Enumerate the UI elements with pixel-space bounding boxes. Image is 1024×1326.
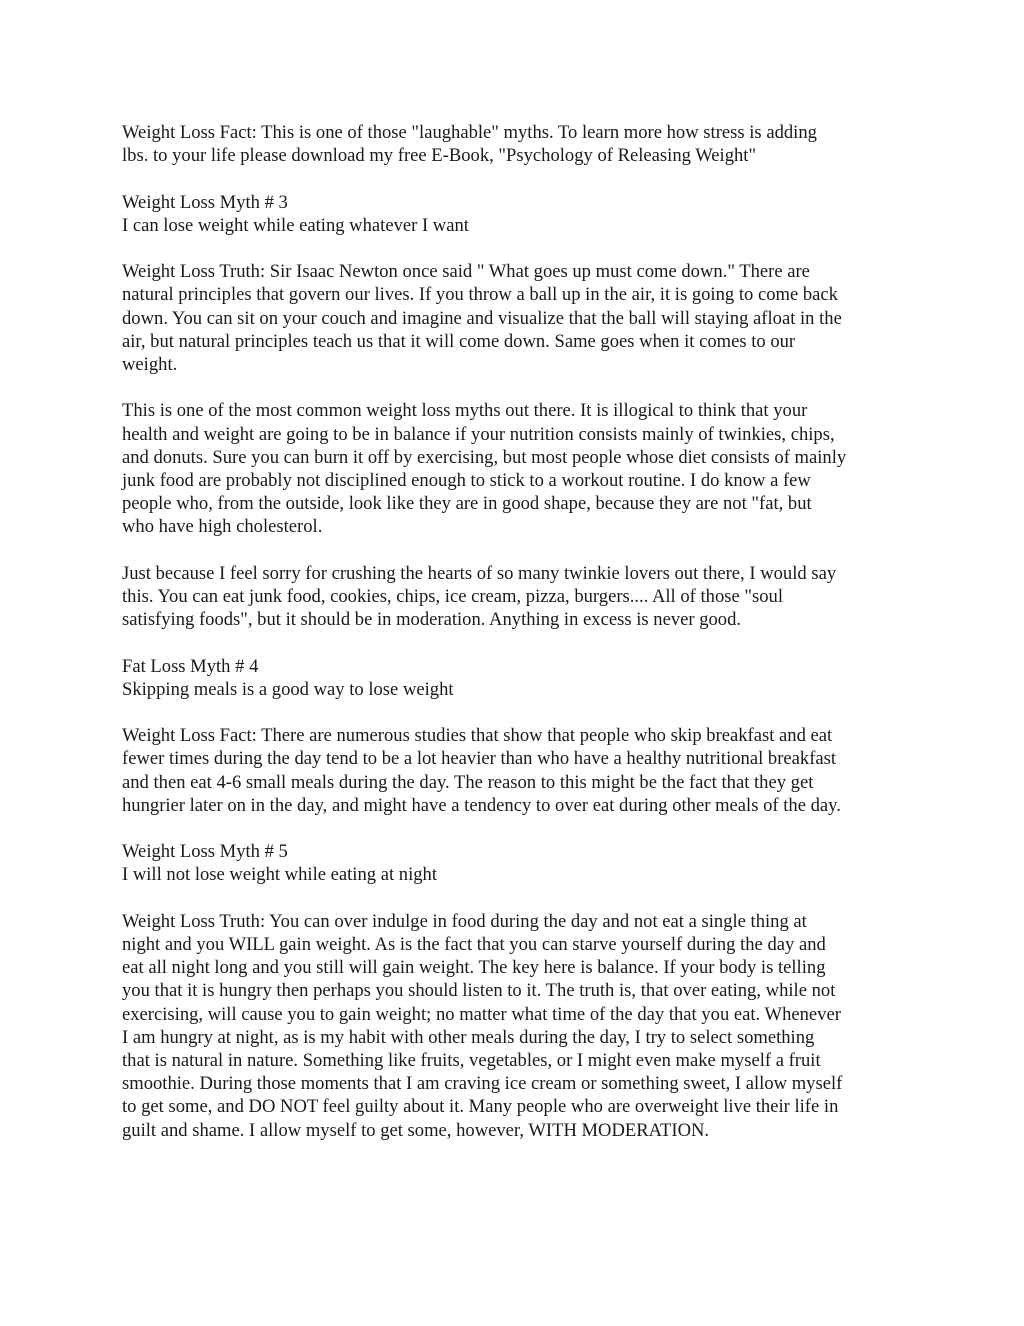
paragraph-myth-5: Weight Loss Myth # 5 I will not lose weight while eating at night xyxy=(122,841,438,886)
paragraph-myth-4: Fat Loss Myth # 4 Skipping meals is a good way to lose weight xyxy=(122,655,454,700)
paragraph-fact-stress: Weight Loss Fact: This is one of those "laughable" myths. To learn more how stress is adding lbs. to your life please download my free E-Book, "Psychology of Releasing Weight" xyxy=(122,122,817,167)
paragraph-truth-newton: Weight Loss Truth: Sir Isaac Newton once said " What goes up must come down." There are natural principles that govern our lives. If you throw a ball up in the air, it is going to come back down. You can sit on your couch and imagine and visualize that the ball will staying afloat in the air, but natural principles teach us that it will come down. Same goes when it comes to our weight. xyxy=(122,261,842,375)
paragraph-myth-3: Weight Loss Myth # 3 I can lose weight while eating whatever I want xyxy=(122,191,469,236)
paragraph-twinkie-lovers: Just because I feel sorry for crushing the hearts of so many twinkie lovers out there, I would say this. You can eat junk food, cookies, chips, ice cream, pizza, burgers.... All of those "soul satisfying foods", but it should be in moderation. Anything in excess is never good. xyxy=(122,562,837,631)
paragraph-fact-skip-breakfast: Weight Loss Fact: There are numerous studies that show that people who skip breakfast and eat fewer times during the day tend to be a lot heavier than who have a healthy nutritional breakfast and then eat 4-6 small meals during the day. The reason to this might be the fact that they get hungrier later on in the day, and might have a tendency to over eat during other meals of the day. xyxy=(122,725,841,816)
document-body xyxy=(122,121,912,1165)
paragraph-common-myth: This is one of the most common weight loss myths out there. It is illogical to think that your health and weight are going to be in balance if your nutrition consists mainly of twinkies, chips, and donuts. Sure you can burn it off by exercising, but most people whose diet consists of mainly junk food are probably not disciplined enough to stick to a workout routine. I do know a few people who, from the outside, look like they are in good shape, because they are not "fat, but who have high cholesterol. xyxy=(122,400,847,538)
paragraph-truth-night-eating: Weight Loss Truth: You can over indulge in food during the day and not eat a single thing at night and you WILL gain weight. As is the fact that you can starve yourself during the day and eat all night long and you still will gain weight. The key here is balance. If your body is telling you that it is hungry then perhaps you should listen to it. The truth is, that over eating, while not exercising, will cause you to gain weight; no matter what time of the day that you eat. Whenever I am hungry at night, as is my habit with other meals during the day, I try to select something that is natural in nature. Something like fruits, vegetables, or I might even make myself a fruit smoothie. During those moments that I am craving ice cream or something sweet, I allow myself to get some, and DO NOT feel guilty about it. Many people who are overweight live their life in guilt and shame. I allow myself to get some, however, WITH MODERATION. xyxy=(122,910,843,1141)
